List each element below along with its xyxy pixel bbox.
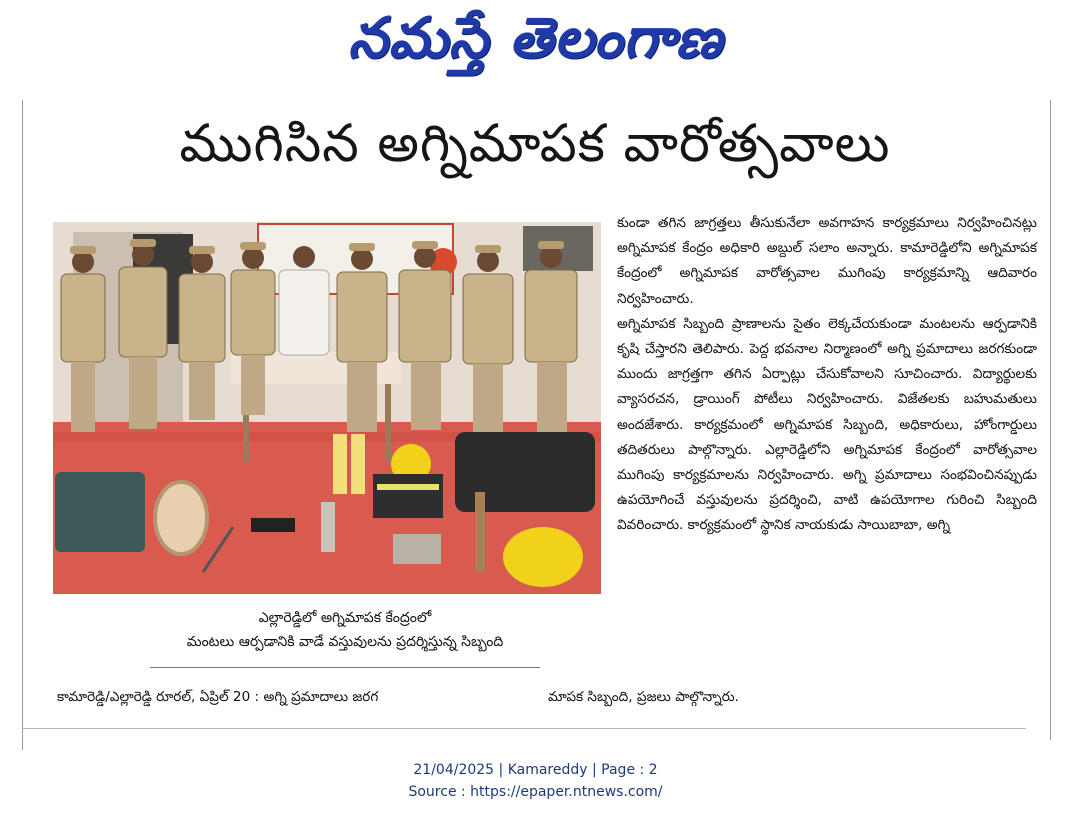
photo-caption <box>150 606 540 654</box>
fire-staff-photo-illustration <box>53 222 601 594</box>
newspaper-masthead: నమస్తే తెలంగాణ <box>348 6 723 71</box>
article-continuation: మాపక సిబ్బంది, ప్రజలు పాల్గొన్నారు. <box>548 689 739 705</box>
article-dateline: కామారెడ్డి/ఎల్లారెడ్డి రూరల్, ఏప్రిల్ 20 : అగ్ని ప్రమాదాలు జరగ <box>57 689 379 705</box>
frame-right-rule <box>1050 100 1051 740</box>
edition-info: 21/04/2025 | Kamareddy | Page : 2 <box>413 762 658 778</box>
frame-bottom-rule <box>22 728 1026 729</box>
article-headline: ముగిసిన అగ్నిమాపక వారోత్సవాలు <box>179 114 891 174</box>
article-body <box>617 211 1037 539</box>
source-link[interactable]: Source : https://epaper.ntnews.com/ <box>408 784 663 800</box>
body-paragraph-1: కుండా తగిన జాగ్రత్తలు తీసుకునేలా అవగాహన కార్యక్రమాలు నిర్వహించినట్లు అగ్నిమాపక కేంద్రం అధికారి అబ్దుల్ సలాం అన్నారు. కామారెడ్డిలోని అగ్నిమాపక కేంద్రంలో అగ్నిమాపక వారోత్సవాల ముగింపు కార్యక్రమాన్ని ఆదివారం నిర్వహించారు. <box>617 215 1037 307</box>
caption-line-2: మంటలు ఆర్పడానికి వాడే వస్తువులను ప్రదర్శిస్తున్న సిబ్బంది <box>186 634 504 650</box>
caption-rule <box>150 667 540 668</box>
body-paragraph-2: అగ్నిమాపక సిబ్బంది ప్రాణాలను సైతం లెక్కచేయకుండా మంటలను ఆర్పడానికి కృషి చేస్తారని తెలిపారు. పెద్ద భవనాల నిర్మాణంలో అగ్ని ప్రమాదాలు జరగకుండా ముందు జాగ్రత్తగా తగిన ఏర్పాట్లు చేసుకోవాలని సూచించారు. విద్యార్థులకు వ్యాసరచన, డ్రాయింగ్ పోటీలు నిర్వహించారు. విజేతలకు బహుమతులు అందజేశారు. కార్యక్రమంలో అగ్నిమాపక సిబ్బంది, అధికారులు, హోంగార్డులు తదితరులు పాల్గొన్నారు. ఎల్లారెడ్డిలోని అగ్నిమాపక కేంద్రంలో వారోత్సవాల ముగింపు కార్యక్రమాలను నిర్వహించారు. అగ్ని ప్రమాదాలు సంభవించినప్పుడు ఉపయోగించే వస్తువులను ప్రదర్శించి, వాటి ఉపయోగాల గురించి సిబ్బంది వివరించారు. కార్యక్రమంలో స్థానిక నాయకుడు సాయిబాబా, అగ్ని <box>617 315 1037 534</box>
caption-line-1: ఎల్లారెడ్డిలో అగ్నిమాపక కేంద్రంలో <box>258 610 432 626</box>
frame-left-rule <box>22 100 23 750</box>
article-photo <box>53 222 601 594</box>
